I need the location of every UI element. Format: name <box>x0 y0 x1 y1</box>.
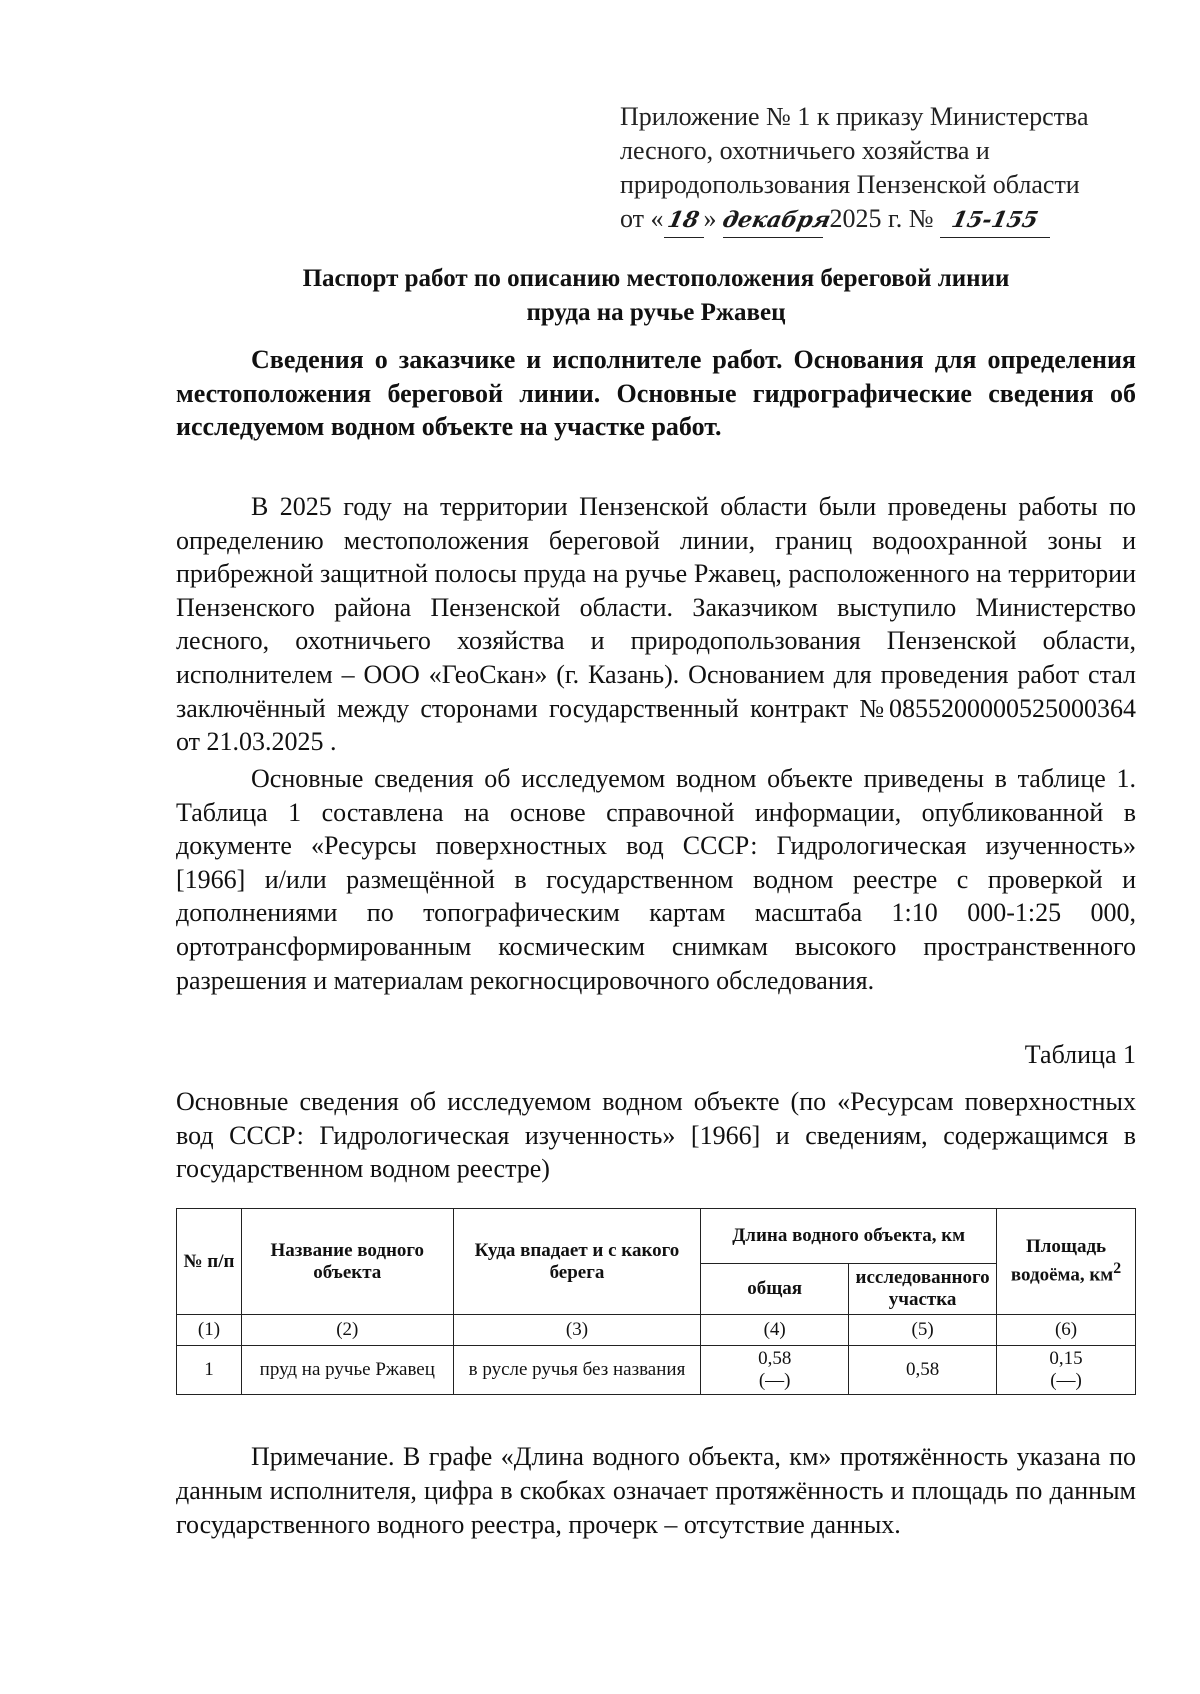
day-handwritten: 18 <box>665 207 702 233</box>
document-title <box>176 262 1136 330</box>
appendix-line-3: природопользования Пензенской области <box>620 170 1080 199</box>
table-caption: Основные сведения об исследуемом водном объекте (по «Ресурсам поверхностных вод СССР: Гидрологическая изученность» [1966] и сведениям, содержащимся в государственном водном реестре) <box>176 1087 1136 1184</box>
table-note: Примечание. В графе «Длина водного объекта, км» протяжённость указана по данным исполнителя, цифра в скобках означает протяжённость и площадь по данным государственного водного реестра, прочерк – отсутствие данных. <box>176 1442 1136 1539</box>
title-line-1: Паспорт работ по описанию местоположения береговой линии <box>302 265 1010 292</box>
table-header-row <box>177 1209 1136 1264</box>
section-heading: Сведения о заказчике и исполнителе работ. Основания для определения местоположения береговой линии. Основные гидрографические сведения об исследуемом водном объекте на участке работ. <box>176 345 1136 442</box>
appendix-line-1: Приложение № 1 к приказу Министерства <box>620 102 1089 131</box>
header-area-sup: 2 <box>1113 1260 1122 1278</box>
title-line-2: пруда на ручье Ржавец <box>526 299 786 326</box>
month-handwritten: декабря <box>720 207 834 233</box>
paragraph-customer: В 2025 году на территории Пензенской области были проведены работы по определению местоположения береговой линии, границ водоохранной зоны и прибрежной защитной полосы пруда на ручье Ржавец, расположенного на территории Пензенского района Пензенской области. Заказчиком выступило Министерство лесного, охотничьего хозяйства и природопользования Пензенской области, исполнителем – ООО «ГеоСкан» (г. Казань). Основанием для проведения работ стал заключённый между сторонами государственный контракт №0855200000525000364 от 21.03.2025 . <box>176 492 1136 757</box>
col-num-5: (5) <box>849 1315 997 1346</box>
date-prefix: от « <box>620 204 664 233</box>
cell-total-value: 0,58 <box>758 1348 792 1369</box>
col-num-3: (3) <box>453 1315 701 1346</box>
cell-total-registry: (—) <box>758 1370 791 1391</box>
header-studied: исследованного участка <box>849 1264 997 1315</box>
cell-studied: 0,58 <box>849 1346 997 1395</box>
number-handwritten: 15-155 <box>949 207 1041 233</box>
day-field <box>664 202 704 238</box>
cell-where: в русле ручья без названия <box>453 1346 701 1395</box>
col-num-6: (6) <box>997 1315 1136 1346</box>
cell-area-value: 0,15 <box>1049 1348 1083 1369</box>
header-length: Длина водного объекта, км <box>701 1209 997 1264</box>
appendix-header <box>620 100 1140 238</box>
column-number-row <box>177 1315 1136 1346</box>
header-area <box>997 1209 1136 1315</box>
header-total: общая <box>701 1264 849 1315</box>
paragraph-sources: Основные сведения об исследуемом водном объекте приведены в таблице 1. Таблица 1 составлена на основе справочной информации, опубликованной в документе «Ресурсы поверхностных вод СССР: Гидрологическая изученность» [1966] и/или размещённой в государственном водном реестре с проверкой и дополнениями по топографическим картам масштаба 1:10 000-1:25 000, ортотрансформированным космическим снимкам высокого пространственного разрешения и материалам рекогносцировочного обследования. <box>176 764 1136 995</box>
appendix-date-line <box>620 202 1140 238</box>
cell-area <box>997 1346 1136 1395</box>
col-num-2: (2) <box>241 1315 453 1346</box>
col-num-1: (1) <box>177 1315 242 1346</box>
header-area-text: Площадь водоёма, км <box>1010 1236 1114 1286</box>
number-field <box>940 202 1050 238</box>
table-row <box>177 1346 1136 1395</box>
appendix-line-2: лесного, охотничьего хозяйства и <box>620 136 990 165</box>
cell-total <box>701 1346 849 1395</box>
header-name: Название водного объекта <box>241 1209 453 1315</box>
cell-num: 1 <box>177 1346 242 1395</box>
table-label: Таблица 1 <box>1024 1040 1136 1069</box>
cell-area-registry: (—) <box>1050 1370 1082 1391</box>
cell-name: пруд на ручье Ржавец <box>241 1346 453 1395</box>
date-year: 2025 г. № <box>829 204 934 233</box>
date-mid: » <box>703 204 717 233</box>
month-field <box>720 202 834 238</box>
col-num-4: (4) <box>701 1315 849 1346</box>
water-object-table <box>176 1208 1136 1395</box>
header-where: Куда впадает и с какого берега <box>453 1209 701 1315</box>
header-num: № п/п <box>177 1209 242 1315</box>
